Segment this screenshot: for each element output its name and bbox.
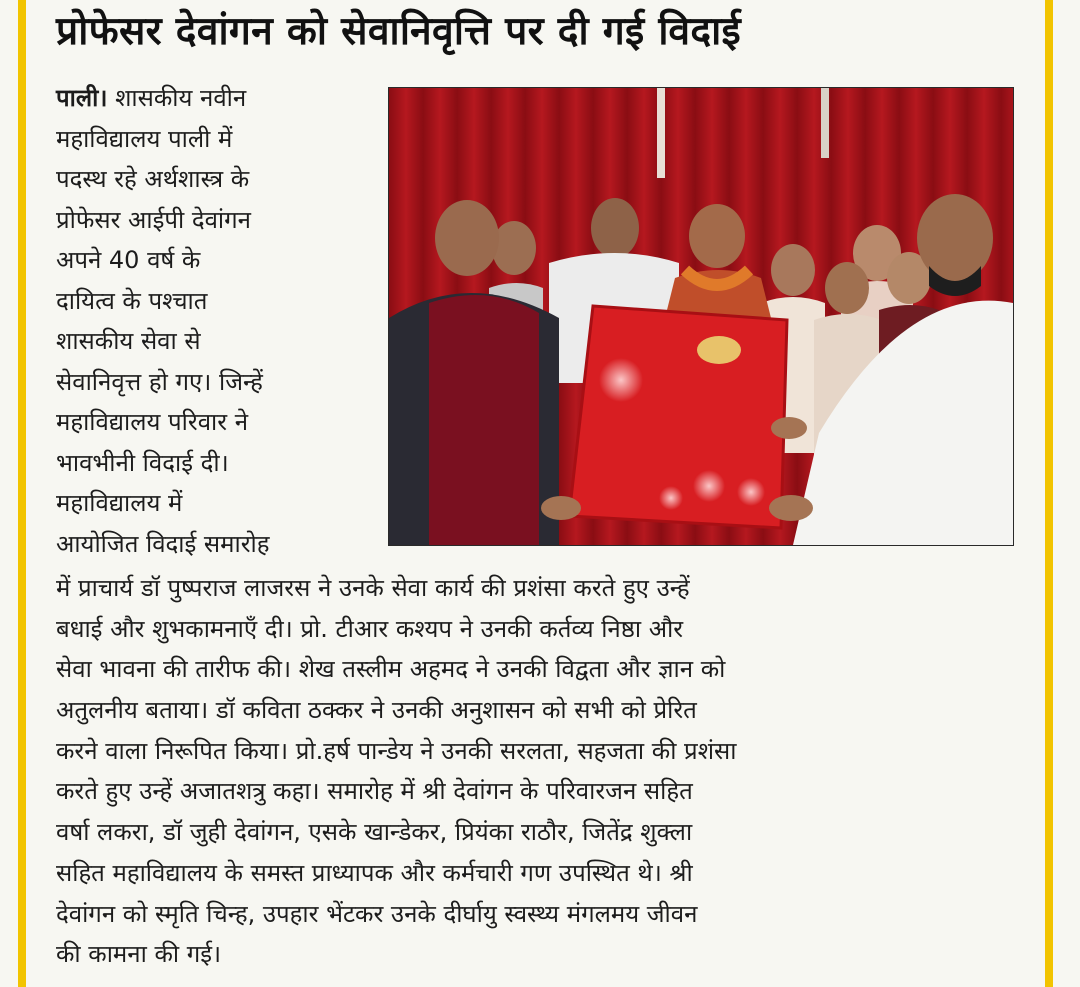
body-line: वर्षा लकरा, डॉ जुही देवांगन, एसके खान्डेकर, प्रियंका राठौर, जितेंद्र शुक्ला <box>56 818 693 847</box>
lead-line: अपने 40 वर्ष के <box>56 246 201 274</box>
body-line: बधाई और शुभकामनाएँ दी। प्रो. टीआर कश्यप ने उनकी कर्तव्य निष्ठा और <box>56 614 684 643</box>
body-line: करने वाला निरूपित किया। प्रो.हर्ष पान्डेय ने उनकी सरलता, सहजता की प्रशंसा <box>56 736 737 765</box>
body-line: सेवा भावना की तारीफ की। शेख तस्लीम अहमद ने उनकी विद्वता और ज्ञान को <box>56 655 726 684</box>
lead-line: भावभीनी विदाई दी। <box>56 448 229 477</box>
body-line: की कामना की गई। <box>56 940 222 969</box>
article-body <box>56 568 1016 975</box>
lead-line <box>56 78 386 119</box>
body-line: देवांगन को स्मृति चिन्ह, उपहार भेंटकर उनके दीर्घायु स्वस्थ्य मंगलमय जीवन <box>56 899 698 928</box>
lead-line: महाविद्यालय में <box>56 489 183 517</box>
lead-line: आयोजित विदाई समारोह <box>56 529 270 558</box>
lead-line-text: शासकीय नवीन <box>107 84 247 112</box>
lead-line: प्रोफेसर आईपी देवांगन <box>56 205 251 234</box>
lead-line: दायित्व के पश्चात <box>56 286 208 315</box>
farewell-ceremony-photo <box>388 87 1014 546</box>
lead-line: महाविद्यालय पाली में <box>56 124 233 153</box>
page-border-right <box>1045 0 1053 987</box>
body-line: अतुलनीय बताया। डॉ कविता ठक्कर ने उनकी अनुशासन को सभी को प्रेरित <box>56 696 697 725</box>
lead-line: शासकीय सेवा से <box>56 327 201 355</box>
body-line: करते हुए उन्हें अजातशत्रु कहा। समारोह में श्री देवांगन के परिवारजन सहित <box>56 777 693 806</box>
lead-line: पदस्थ रहे अर्थशास्त्र के <box>56 165 250 193</box>
dateline: पाली। <box>56 84 108 112</box>
gift-package <box>569 306 787 528</box>
news-article <box>34 0 1038 987</box>
page-border-left <box>18 0 26 987</box>
article-headline: प्रोफेसर देवांगन को सेवानिवृत्ति पर दी गई विदाई <box>56 9 741 54</box>
body-line: में प्राचार्य डॉ पुष्पराज लाजरस ने उनके सेवा कार्य की प्रशंसा करते हुए उन्हें <box>56 574 690 602</box>
lead-line: महाविद्यालय परिवार ने <box>56 408 249 436</box>
article-lead-column <box>56 78 386 564</box>
lead-line: सेवानिवृत्त हो गए। जिन्हें <box>56 367 263 396</box>
body-line: सहित महाविद्यालय के समस्त प्राध्यापक और कर्मचारी गण उपस्थित थे। श्री <box>56 858 693 887</box>
